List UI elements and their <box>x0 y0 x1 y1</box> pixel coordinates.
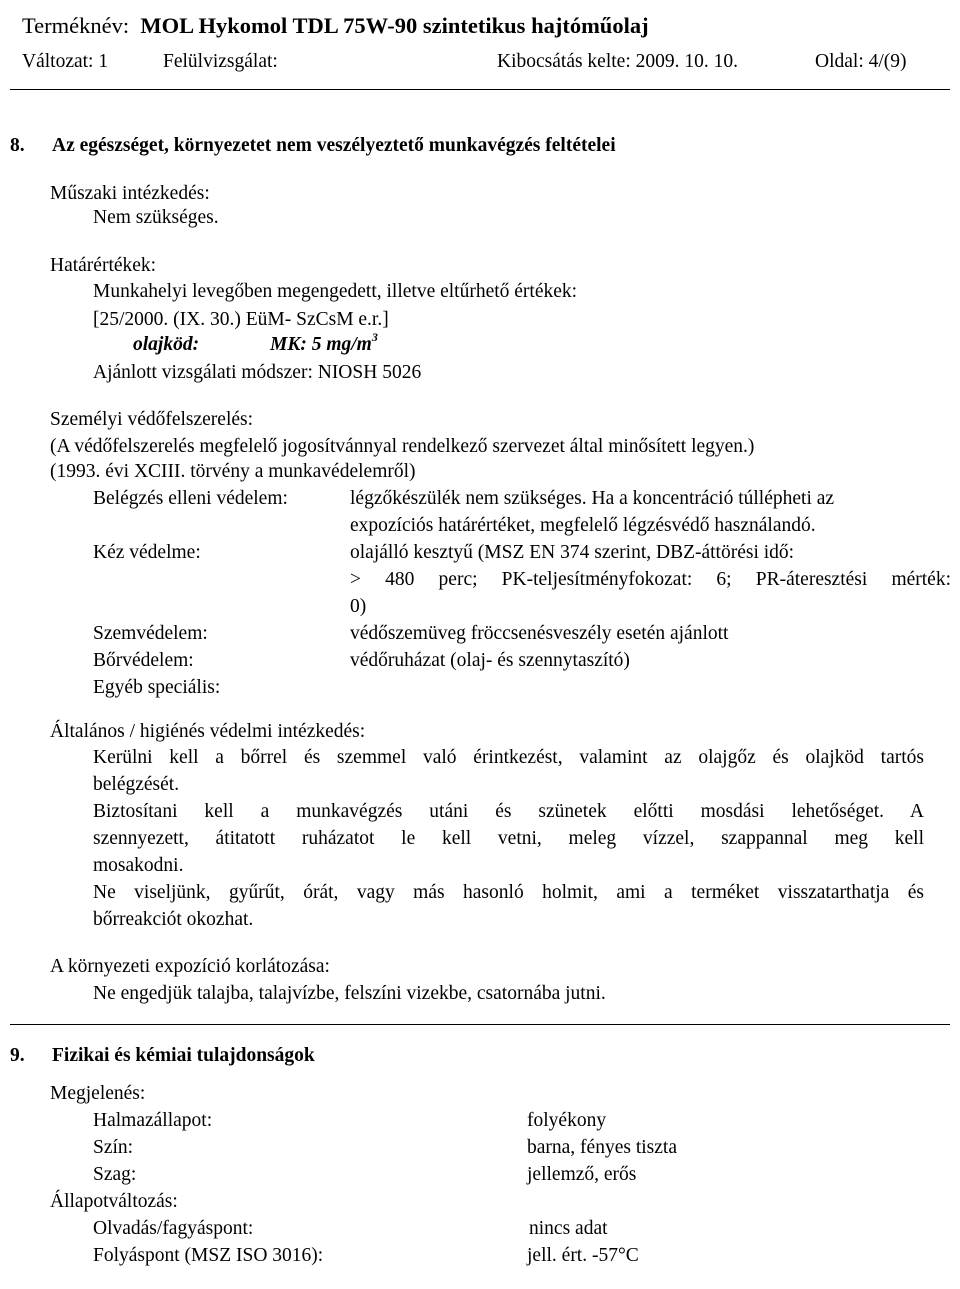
section9-number: 9. <box>10 1045 25 1066</box>
section9-title: Fizikai és kémiai tulajdonságok <box>52 1045 315 1066</box>
ppe-note2: (1993. évi XCIII. törvény a munkavédelemről) <box>50 461 416 482</box>
eye-label: Szemvédelem: <box>93 623 208 644</box>
limits-line2: [25/2000. (IX. 30.) EüM- SzCsM e.r.] <box>93 309 389 330</box>
hygiene-p1-line1: Kerülni kell a bőrrel és szemmel való érintkezést, valamint az olajgőz és olajköd tartós <box>93 747 924 768</box>
hygiene-label: Általános / higiénés védelmi intézkedés: <box>50 721 366 742</box>
version: Változat: 1 <box>22 51 109 72</box>
hand-line1: olajálló kesztyű (MSZ EN 374 szerint, DBZ-áttörési idő: <box>350 542 795 563</box>
technical-label: Műszaki intézkedés: <box>50 183 210 204</box>
color-label: Szín: <box>93 1137 134 1158</box>
page-number: Oldal: 4/(9) <box>815 51 907 72</box>
skin-label: Bőrvédelem: <box>93 650 194 671</box>
hygiene-p1-line2: belégzését. <box>93 774 180 795</box>
appearance-label: Megjelenés: <box>50 1083 146 1104</box>
odor-label: Szag: <box>93 1164 137 1185</box>
oilmist-name: olajköd: <box>133 334 200 355</box>
hygiene-p3-line1: Ne viseljünk, gyűrűt, órát, vagy más hasonló holmit, ami a terméket visszatarthatja és <box>93 882 924 903</box>
ppe-note1: (A védőfelszerelés megfelelő jogosítvánnyal rendelkező szervezet által minősített legyen.) <box>50 436 755 457</box>
env-label: A környezeti expozíció korlátozása: <box>50 956 330 977</box>
resp-label: Belégzés elleni védelem: <box>93 488 288 509</box>
technical-value: Nem szükséges. <box>93 207 219 228</box>
resp-line2: expozíciós határértéket, megfelelő légzésvédő használandó. <box>350 515 816 536</box>
pour-value: jell. ért. -57°C <box>527 1245 639 1266</box>
hygiene-p3-line2: bőrreakciót okozhat. <box>93 909 254 930</box>
product-name: MOL Hykomol TDL 75W-90 szintetikus hajtóműolaj <box>140 13 649 38</box>
hand-line2: > 480 perc; PK-teljesítményfokozat: 6; PR-áteresztési mérték: <box>350 569 951 590</box>
hygiene-p2-line3: mosakodni. <box>93 855 184 876</box>
env-value: Ne engedjük talajba, talajvízbe, felszíni vizekbe, csatornába jutni. <box>93 983 606 1004</box>
melting-label: Olvadás/fagyáspont: <box>93 1218 254 1239</box>
skin-value: védőruházat (olaj- és szennytaszító) <box>350 650 630 671</box>
color-value: barna, fényes tiszta <box>527 1137 677 1158</box>
state-label: Halmazállapot: <box>93 1110 213 1131</box>
oilmist-value <box>270 329 378 357</box>
limits-label: Határértékek: <box>50 255 157 276</box>
odor-value: jellemző, erős <box>527 1164 637 1185</box>
pour-label: Folyáspont (MSZ ISO 3016): <box>93 1245 324 1266</box>
limits-line1: Munkahelyi levegőben megengedett, illetve eltűrhető értékek: <box>93 281 578 302</box>
resp-line1: légzőkészülék nem szükséges. Ha a koncentráció túllépheti az <box>350 488 835 509</box>
header-divider <box>10 89 950 90</box>
method: Ajánlott vizsgálati módszer: NIOSH 5026 <box>93 362 422 383</box>
change-label: Állapotváltozás: <box>50 1191 178 1212</box>
section8-title: Az egészséget, környezetet nem veszélyeztető munkavégzés feltételei <box>52 135 616 156</box>
hygiene-p2-line1: Biztosítani kell a munkavégzés utáni és szünetek előtti mosdási lehetőséget. A <box>93 801 924 822</box>
hand-line3: 0) <box>350 596 367 617</box>
ppe-label: Személyi védőfelszerelés: <box>50 409 254 430</box>
oilmist-value-text: MK: 5 mg/m <box>270 334 372 355</box>
oilmist-exponent: 3 <box>371 329 378 344</box>
melting-value: nincs adat <box>529 1218 608 1239</box>
hygiene-p2-line2: szennyezett, átitatott ruházatot le kell vetni, meleg vízzel, szappannal meg kell <box>93 828 924 849</box>
product-label: Terméknév: <box>22 13 130 38</box>
section8-number: 8. <box>10 135 25 156</box>
section-divider <box>10 1024 950 1025</box>
review-label: Felülvizsgálat: <box>163 51 278 72</box>
hand-label: Kéz védelme: <box>93 542 201 563</box>
eye-value: védőszemüveg fröccsenésveszély esetén ajánlott <box>350 623 729 644</box>
state-value: folyékony <box>527 1110 607 1131</box>
other-label: Egyéb speciális: <box>93 677 221 698</box>
product-name-line <box>22 12 649 40</box>
issue-date: Kibocsátás kelte: 2009. 10. 10. <box>497 51 738 72</box>
